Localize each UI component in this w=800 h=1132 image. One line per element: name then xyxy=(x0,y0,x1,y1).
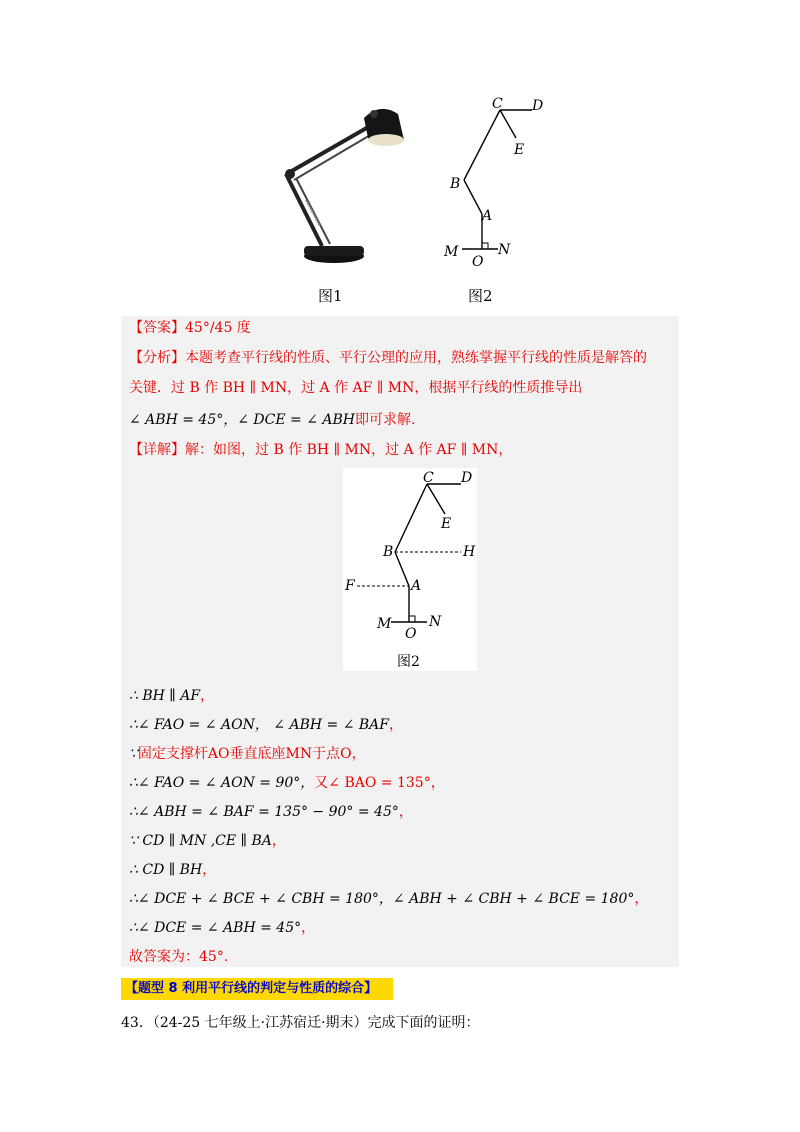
fig1-caption: 图1 xyxy=(318,287,343,305)
analysis-text-1: 本题考查平行线的性质、平行公理的应用，熟练掌握平行线的性质是解答的 xyxy=(185,350,647,366)
fig2-label-b: B xyxy=(450,176,461,192)
step-8: ∴∠ DCE + ∠ BCE + ∠ CBH = 180°，∠ ABH + ∠ CBH + ∠ BCE = 180°， xyxy=(129,891,649,907)
question-43: 43．（24-25 七年级上·江苏宿迁·期末）完成下面的证明： xyxy=(121,1015,480,1031)
answer-tag: 【答案】 xyxy=(129,320,185,336)
fig2-caption: 图2 xyxy=(468,287,493,305)
step-6: ∵ CD ∥ MN ,CE ∥ BA， xyxy=(129,833,286,849)
solution-panel xyxy=(121,316,679,967)
fig2b-label-a: A xyxy=(411,578,422,594)
detail-tag: 【详解】 xyxy=(129,442,185,458)
analysis-line-1 xyxy=(129,348,647,368)
analysis-math: ∠ ABH = 45°，∠ DCE = ∠ ABH xyxy=(129,412,355,428)
answer-value: 45°/45 度 xyxy=(185,320,251,336)
figure-2-helper-diagram xyxy=(343,468,477,671)
fig2-label-n: N xyxy=(498,242,511,258)
step-7: ∴ CD ∥ BH， xyxy=(129,862,217,878)
fig2b-caption: 图2 xyxy=(397,654,420,670)
fig2-label-m: M xyxy=(444,244,459,260)
fig2b-label-f: F xyxy=(345,578,355,594)
fig2b-label-b: B xyxy=(383,544,394,560)
fig2b-label-o: O xyxy=(405,626,417,642)
fig2b-label-m: M xyxy=(377,616,392,632)
fig2b-label-c: C xyxy=(423,470,434,486)
detail-line-1 xyxy=(129,440,512,460)
analysis-tag: 【分析】 xyxy=(129,350,185,366)
step-5: ∴∠ ABH = ∠ BAF = 135° − 90° = 45°， xyxy=(129,804,413,820)
step-2: ∴∠ FAO = ∠ AON， ∠ ABH = ∠ BAF， xyxy=(129,717,403,733)
analysis-line-2: 关键．过 B 作 BH ∥ MN，过 A 作 AF ∥ MN，根据平行线的性质推导出 xyxy=(129,380,583,396)
answer-line xyxy=(129,318,251,338)
step-9: ∴∠ DCE = ∠ ABH = 45°， xyxy=(129,920,316,936)
fig2-label-o: O xyxy=(472,254,484,270)
analysis-tail: 即可求解. xyxy=(355,412,416,428)
step-3: ∵固定支撑杆AO垂直底座MN于点O， xyxy=(129,746,366,762)
step-4: ∴∠ FAO = ∠ AON = 90°，又∠ BAO = 135°， xyxy=(129,775,445,791)
fig2b-label-e: E xyxy=(441,516,452,532)
final-answer: 故答案为：45°. xyxy=(129,949,229,965)
fig2b-label-d: D xyxy=(461,470,473,486)
detail-text-1: 解：如图，过 B 作 BH ∥ MN，过 A 作 AF ∥ MN， xyxy=(185,442,513,458)
fig2b-label-h: H xyxy=(463,544,476,560)
fig2-label-e: E xyxy=(514,142,525,158)
fig2-label-c: C xyxy=(492,96,503,112)
fig2-label-d: D xyxy=(532,98,544,114)
lamp-photo xyxy=(276,96,410,272)
section-heading: 【题型 8 利用平行线的判定与性质的综合】 xyxy=(121,978,393,1000)
figure-2-diagram xyxy=(436,92,554,274)
fig2b-label-n: N xyxy=(429,614,442,630)
step-1: ∴ BH ∥ AF， xyxy=(129,688,215,704)
fig2-label-a: A xyxy=(482,208,493,224)
analysis-line-3 xyxy=(129,410,415,430)
